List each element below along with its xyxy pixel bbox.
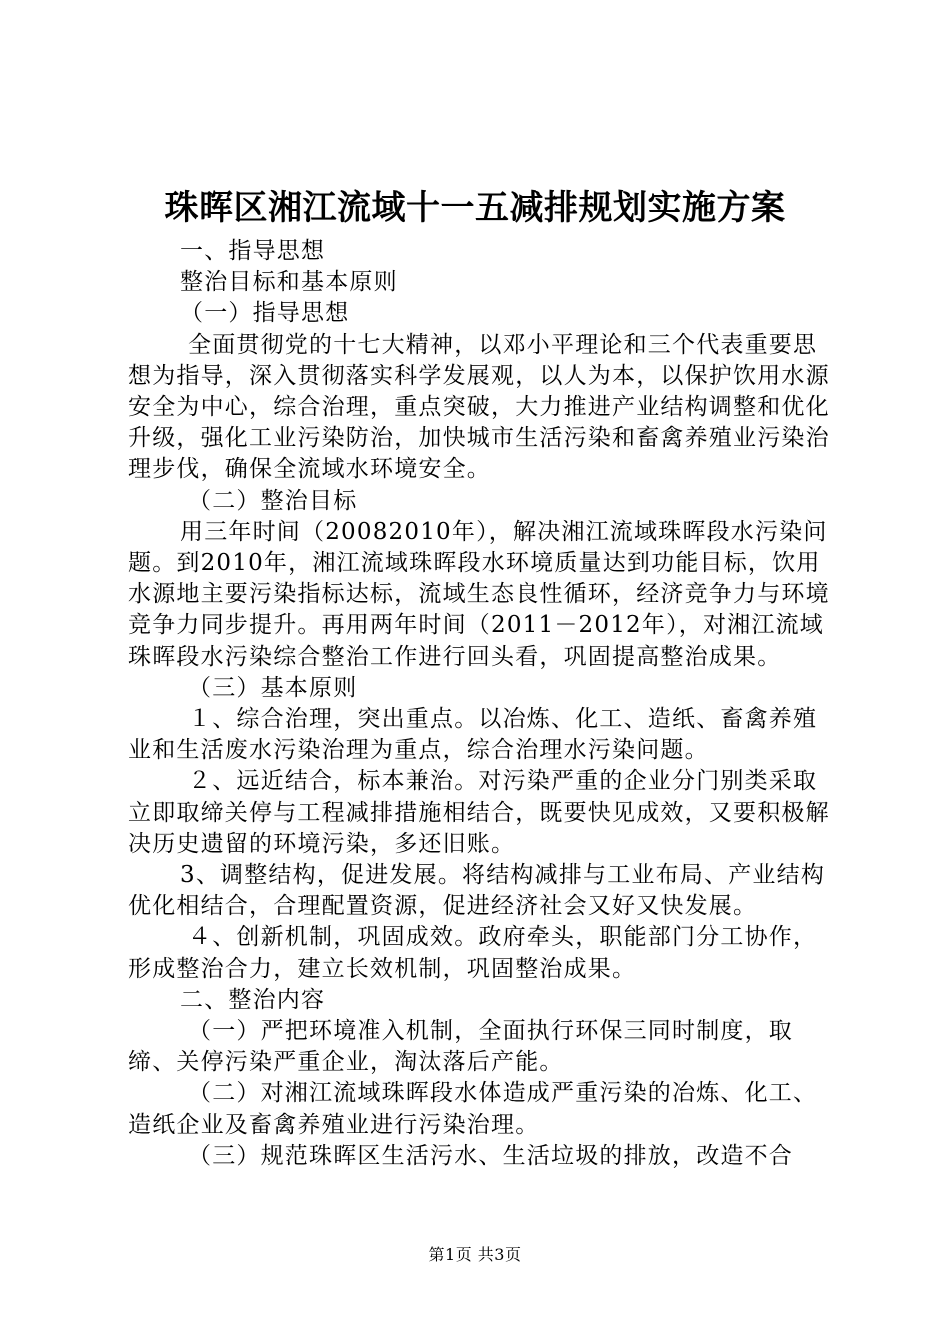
heading-remediation-content: 二、整治内容 (180, 986, 326, 1013)
principle-item-2: ２、远近结合，标本兼治。对污染严重的企业分门别类采取立即取缔关停与工程减排措施相结合，既要快见成效，又要积极解决历史遗留的环境污染，多还旧账。 (128, 768, 830, 857)
subheading-guiding-thought: （一）指导思想 (180, 300, 350, 327)
subheading-goals: （二）整治目标 (188, 487, 358, 514)
paragraph-guiding-thought: 全面贯彻党的十七大精神，以邓小平理论和三个代表重要思想为指导，深入贯彻落实科学发展观，以人为本，以保护饮用水源安全为中心，综合治理，重点突破，大力推进产业结构调整和优化升级，强化工业污染防治，加快城市生活污染和畜禽养殖业污染治理步伐，确保全流域水环境安全。 (128, 331, 830, 483)
principle-item-1: １、综合治理，突出重点。以冶炼、化工、造纸、畜禽养殖业和生活废水污染治理为重点，综合治理水污染问题。 (128, 706, 818, 764)
content-item-1: （一）严把环境准入机制，全面执行环保三同时制度，取缔、关停污染严重企业，淘汰落后产能。 (128, 1018, 793, 1076)
content-item-3: （三）规范珠晖区生活污水、生活垃圾的排放，改造不合 (188, 1142, 793, 1169)
subheading-principles: （三）基本原则 (188, 674, 358, 701)
document-body (128, 236, 838, 1172)
principle-item-3: 3、调整结构，促进发展。将结构减排与工业布局、产业结构优化相结合，合理配置资源，促进经济社会又好又快发展。 (128, 862, 826, 920)
principle-item-4: ４、创新机制，巩固成效。政府牵头，职能部门分工协作，形成整治合力，建立长效机制，巩固整治成果。 (128, 924, 818, 982)
heading-guiding-thought: 一、指导思想 (180, 238, 326, 264)
heading-goals-principles: 整治目标和基本原则 (180, 269, 398, 296)
document-title: 珠晖区湘江流域十一五减排规划实施方案 (164, 188, 786, 228)
page-number: 第1页 共3页 (428, 1245, 522, 1264)
paragraph-goals: 用三年时间（20082010年），解决湘江流域珠晖段水污染问题。到2010年，湘江流域珠晖段水环境质量达到功能目标，饮用水源地主要污染指标达标，流域生态良性循环，经济竞争力与环境竞争力同步提升。再用两年时间（2011－2012年），对湘江流域珠晖段水污染综合整治工作进行回头看，巩固提高整治成果。 (128, 518, 830, 670)
content-item-2: （二）对湘江流域珠晖段水体造成严重污染的冶炼、化工、造纸企业及畜禽养殖业进行污染治理。 (128, 1080, 818, 1138)
